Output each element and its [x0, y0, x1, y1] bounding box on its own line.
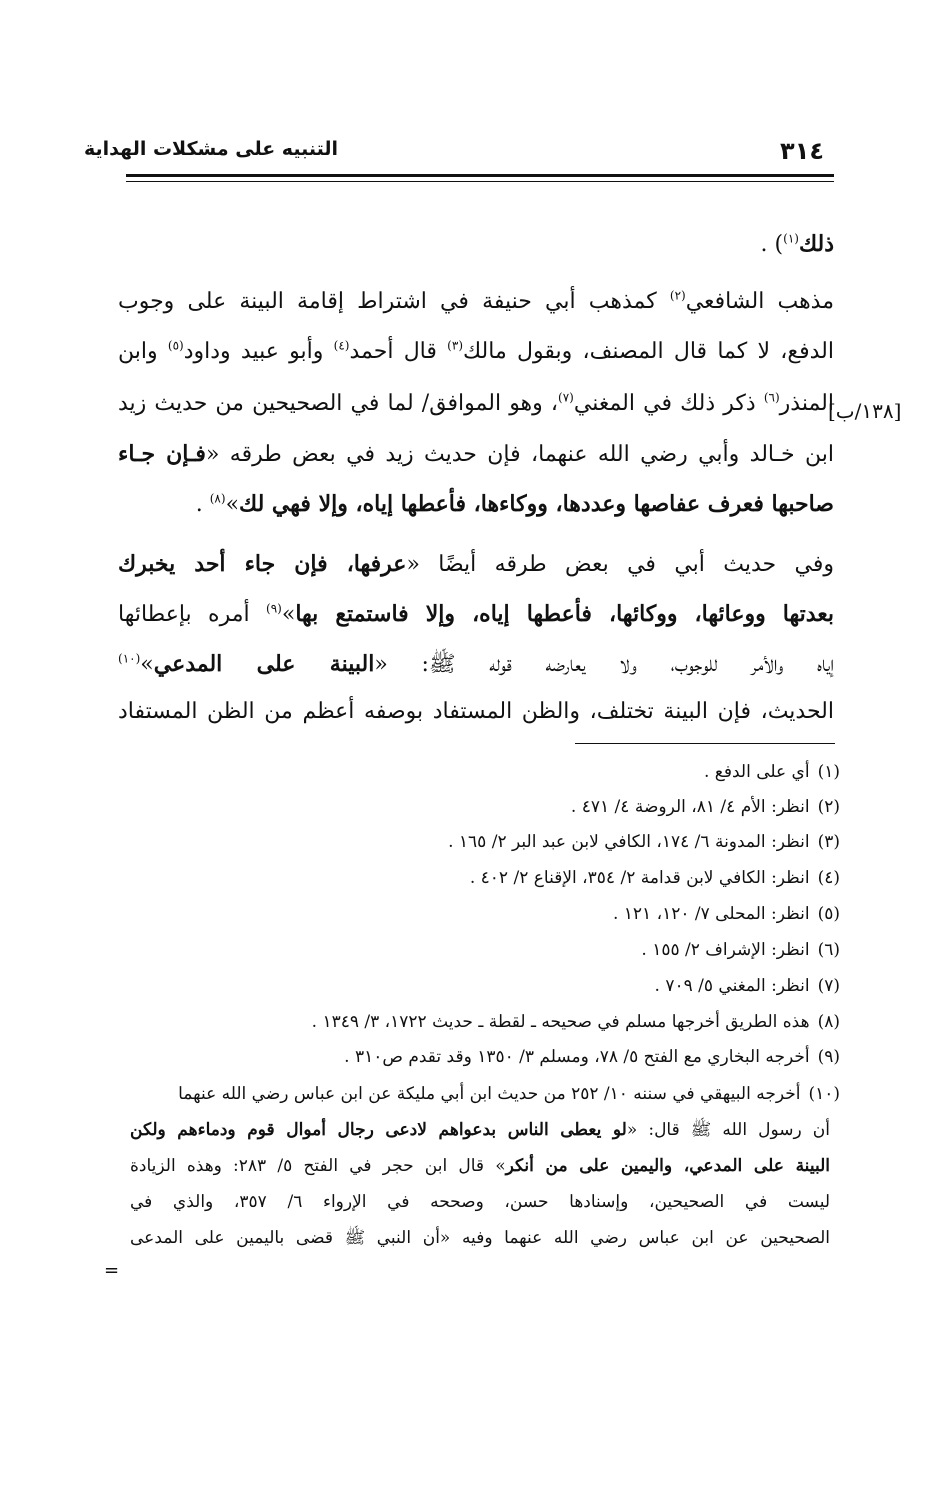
footnote-6: (٦)انظر: الإشراف ٢/ ١٥٥ . — [641, 940, 840, 960]
body-line-2: مذهب الشافعي$^{(٢)}$ كمذهب أبي حنيفة في اشتراط إقامة البينة على وجوب — [118, 288, 835, 314]
footnote-7: (٧)انظر: المغني ٥/ ٧٠٩ . — [654, 976, 840, 996]
body-line-6: صاحبها فعرف عفاصها وعددها، ووكاءها، فأعطها إياه، وإلا فهي لك»$^{(٨)}$ . — [195, 491, 834, 517]
body-line-8: بعدتها ووعائها، ووكائها، فأعطها إياه، وإلا فاستمتع بها»$^{(٩)}$ أمره بإعطائها — [118, 601, 834, 627]
manuscript-folio-marker: [١٣٨/ب] — [828, 399, 902, 423]
footnote-10: (١٠)أخرجه البيهقي في سننه ١٠/ ٢٥٢ من حديث ابن أبي مليكة عن ابن عباس رضي الله عنهما — [178, 1084, 840, 1104]
footnote-10-line-5: الصحيحين عن ابن عباس رضي الله عنهما وفيه «أن النبي ﷺ قضى باليمين على المدعى — [130, 1228, 830, 1248]
footnote-continuation-mark: = — [104, 1260, 120, 1281]
footnote-10-line-2: أن رسول الله ﷺ قال: «لو يعطى الناس بدعواهم لادعى رجال أموال قوم ودماءهم ولكن — [130, 1120, 831, 1140]
footnote-1: (١)أي على الدفع . — [703, 762, 840, 782]
body-line-7: وفي حديث أبي في بعض طرقه أيضًا «عرفها، فإن جاء أحد يخبرك — [118, 551, 834, 577]
footnote-9: (٩)أخرجه البخاري مع الفتح ٥/ ٧٨، ومسلم ٣/ ١٣٥٠ وقد تقدم ص٣١٠ . — [344, 1047, 840, 1067]
header-rule-thick — [126, 174, 834, 177]
footnote-5: (٥)انظر: المحلى ٧/ ١٢٠، ١٢١ . — [612, 904, 840, 924]
footnote-10-line-4: ليست في الصحيحين، وإسنادها حسن، وصححه في الإرواء ٦/ ٣٥٧، والذي في — [130, 1192, 831, 1212]
footnote-3: (٣)انظر: المدونة ٦/ ١٧٤، الكافي لابن عبد البر ٢/ ١٦٥ . — [448, 832, 840, 852]
body-line-10: الحديث، فإن البينة تختلف، والظن المستفاد بوصفه أعظم من الظن المستفاد — [118, 699, 834, 724]
body-line-5: ابن خـالد وأبي رضي الله عنهما، فإن حديث زيد في بعض طرقه «فـإن جـاء — [118, 441, 834, 467]
running-title: التنبيه على مشكلات الهداية — [84, 138, 338, 160]
body-line-9: إياه والأمر للوجوب، ولا يعارضه قوله ﷺ: «البينة على المدعي»$^{(١٠)}$ — [118, 651, 834, 677]
footnote-8: (٨)هذه الطريق أخرجها مسلم في صحيحه ـ لقطة ـ حديث ١٧٢٢، ٣/ ١٣٤٩ . — [311, 1012, 840, 1032]
body-line-1: ذلك$^{(١)}$) . — [760, 231, 834, 257]
header-rule-thin — [126, 181, 834, 182]
footnote-10-line-3: البينة على المدعي، واليمين على من أنكر» قال ابن حجر في الفتح ٥/ ٢٨٣: وهذه الزيادة — [130, 1156, 830, 1176]
body-line-3: الدفع، لا كما قال المصنف، وبقول مالك$^{(٣)}$ قال أحمد$^{(٤)}$ وأبو عبيد وداود$^{(٥)}$ وابن — [118, 338, 834, 364]
page-number: ٣١٤ — [780, 137, 824, 165]
body-line-4: المنذر$^{(٦)}$ ذكر ذلك في المغني$^{(٧)}$، وهو الموافق/ لما في الصحيحين من حديث زيد — [118, 390, 834, 416]
footnote-4: (٤)انظر: الكافي لابن قدامة ٢/ ٣٥٤، الإقناع ٢/ ٤٠٢ . — [469, 868, 840, 888]
footnote-2: (٢)انظر: الأم ٤/ ٨١، الروضة ٤/ ٤٧١ . — [570, 797, 840, 817]
footnote-separator — [575, 743, 835, 744]
